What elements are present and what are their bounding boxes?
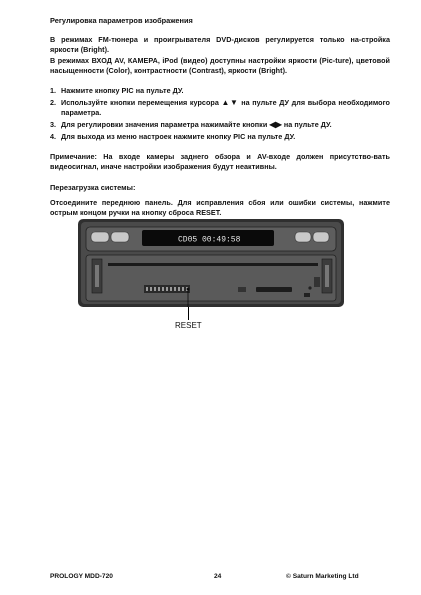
faceplate-right-button-2 (313, 232, 329, 242)
reset-label: RESET (175, 321, 202, 330)
step-4 (50, 132, 390, 142)
step-number: 1. (50, 86, 57, 95)
footer-model: PROLOGY MDD-720 (50, 573, 113, 580)
paragraph-av-modes: В режимах ВХОД AV, КАМЕРА, iPod (видео) доступны настройки яркости (Pic-ture), цветовой насыщенности (Color), контрастности (Contrast), яркости (Bright). (50, 56, 390, 75)
step-text-post: на пульте ДУ. (283, 120, 332, 129)
up-down-arrow-icon: ▲▼ (221, 98, 239, 107)
section-title-picture-settings: Регулировка параметров изображения (50, 16, 193, 25)
step-text-post: на пульте ДУ для выбора необходимого параметра. (61, 98, 390, 117)
step-text (61, 98, 390, 118)
reset-leader-line-ext (188, 307, 189, 320)
step-1 (50, 86, 390, 96)
paragraph-reset: Отсоедините переднюю панель. Для исправления сбоя или ошибки системы, нажмите острым концом ручки на кнопку сброса RESET. (50, 198, 390, 217)
note-paragraph: Примечание: На входе камеры заднего обзора и AV-входе должен присутство-вать видеосигнал, иначе настройки изображения будут неактивны. (50, 152, 390, 171)
footer-copyright: © Saturn Marketing Ltd (286, 573, 359, 580)
section-title-system-reset: Перезагрузка системы: (50, 183, 136, 192)
step-text: Для выхода из меню настроек нажмите кнопку PIC на пульте ДУ. (61, 132, 296, 141)
disc-slot (108, 263, 318, 266)
page-number: 24 (214, 573, 222, 580)
chassis-front (86, 255, 336, 301)
card-slot (256, 287, 292, 292)
paragraph-fm-dvd: В режимах FM-тюнера и проигрывателя DVD-дисков регулируется только на-стройка яркости (Bright). (50, 35, 390, 54)
step-3 (50, 120, 390, 130)
step-text: Нажмите кнопку PIC на пульте ДУ. (61, 86, 184, 95)
step-text (61, 120, 390, 130)
step-text-pre: Для регулировки значения параметра нажимайте кнопки (61, 120, 268, 129)
faceplate-left-button-2 (111, 232, 129, 242)
steps-list (50, 86, 390, 142)
display-text: CD05 00:49:58 (178, 235, 241, 245)
faceplate-right-button-1 (295, 232, 311, 242)
faceplate-left-button-1 (91, 232, 109, 242)
step-text-pre: Используйте кнопки перемещения курсора (61, 98, 219, 107)
step-number: 2. (50, 98, 57, 107)
step-number: 3. (50, 120, 57, 129)
head-unit-illustration (78, 219, 344, 307)
step-2 (50, 98, 390, 118)
left-right-arrow-icon: ◀▶ (269, 120, 282, 129)
step-number: 4. (50, 132, 57, 141)
